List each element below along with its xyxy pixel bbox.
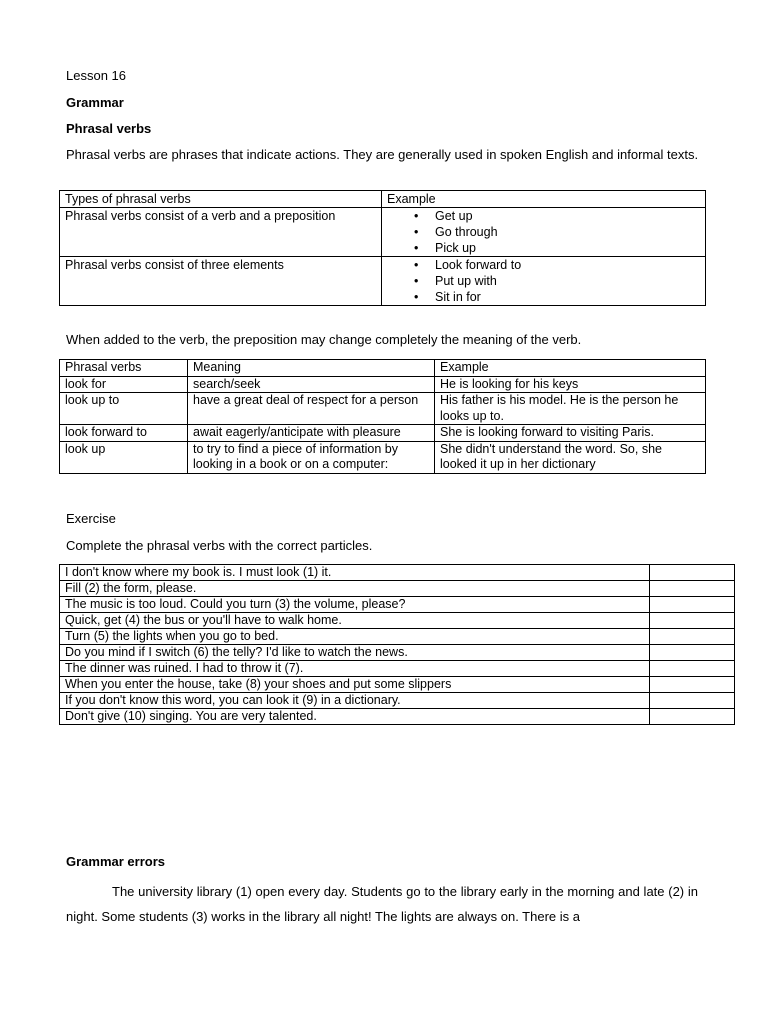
- phrasal-verb-cell: look for: [60, 376, 188, 393]
- lesson-number: Lesson 16: [66, 68, 126, 83]
- exercise-label: Exercise: [66, 511, 116, 526]
- answer-cell[interactable]: [650, 629, 735, 645]
- types-of-phrasal-verbs-table: [59, 190, 706, 306]
- exercise-sentence-cell: Do you mind if I switch (6) the telly? I'd like to watch the news.: [60, 645, 650, 661]
- type-cell: Phrasal verbs consist of three elements: [60, 257, 382, 306]
- example-cell: His father is his model. He is the person he looks up to.: [435, 393, 706, 425]
- table-header-cell: Meaning: [188, 360, 435, 377]
- grammar-errors-paragraph: The university library (1) open every day. Students go to the library early in the morning and late (2) in night. Some students (3) works in the library all night! The lights are always on. There is a: [66, 884, 698, 924]
- example-cell: He is looking for his keys: [435, 376, 706, 393]
- answer-cell[interactable]: [650, 581, 735, 597]
- meaning-cell: have a great deal of respect for a person: [188, 393, 435, 425]
- list-item: • Pick up: [387, 240, 701, 256]
- table-row: [60, 613, 735, 629]
- phrasal-verb-meaning-table: [59, 359, 706, 474]
- exercise-table: [59, 564, 735, 725]
- table-row: [60, 597, 735, 613]
- phrasal-verb-cell: look up: [60, 441, 188, 473]
- table-row: [60, 709, 735, 725]
- table-row: [60, 693, 735, 709]
- answer-cell[interactable]: [650, 661, 735, 677]
- table-row: [60, 257, 706, 306]
- answer-cell[interactable]: [650, 693, 735, 709]
- section-heading-phrasal-verbs: Phrasal verbs: [66, 121, 152, 136]
- answer-cell[interactable]: [650, 597, 735, 613]
- answer-cell[interactable]: [650, 645, 735, 661]
- preposition-meaning-sentence: When added to the verb, the preposition may change completely the meaning of the verb.: [66, 332, 582, 347]
- exercise-sentence-cell: Quick, get (4) the bus or you'll have to walk home.: [60, 613, 650, 629]
- table-header-cell: Example: [382, 191, 706, 208]
- table-header-row: [60, 360, 706, 377]
- table-row: [60, 645, 735, 661]
- table-row: [60, 629, 735, 645]
- table-row: [60, 565, 735, 581]
- exercise-sentence-cell: Fill (2) the form, please.: [60, 581, 650, 597]
- exercise-sentence-cell: Turn (5) the lights when you go to bed.: [60, 629, 650, 645]
- answer-cell[interactable]: [650, 565, 735, 581]
- list-item: • Get up: [387, 208, 701, 224]
- examples-cell: [382, 208, 706, 257]
- section-heading-grammar: Grammar: [66, 95, 124, 110]
- meaning-cell: await eagerly/anticipate with pleasure: [188, 425, 435, 442]
- list-item: • Go through: [387, 224, 701, 240]
- table-header-cell: Phrasal verbs: [60, 360, 188, 377]
- example-list: [387, 208, 701, 256]
- intro-paragraph: Phrasal verbs are phrases that indicate actions. They are generally used in spoken English and informal texts.: [66, 147, 699, 162]
- meaning-cell: to try to find a piece of information by looking in a book or on a computer:: [188, 441, 435, 473]
- meaning-cell: search/seek: [188, 376, 435, 393]
- type-cell: Phrasal verbs consist of a verb and a preposition: [60, 208, 382, 257]
- example-cell: She didn't understand the word. So, she looked it up in her dictionary: [435, 441, 706, 473]
- list-item: • Sit in for: [387, 289, 701, 305]
- example-cell: She is looking forward to visiting Paris.: [435, 425, 706, 442]
- table-row: [60, 677, 735, 693]
- list-item: • Put up with: [387, 273, 701, 289]
- examples-cell: [382, 257, 706, 306]
- table-header-cell: Types of phrasal verbs: [60, 191, 382, 208]
- table-row: [60, 393, 706, 425]
- table-row: [60, 661, 735, 677]
- table-row: [60, 441, 706, 473]
- table-row: [60, 425, 706, 442]
- phrasal-verb-cell: look up to: [60, 393, 188, 425]
- table-header-row: [60, 191, 706, 208]
- table-header-cell: Example: [435, 360, 706, 377]
- table-row: [60, 581, 735, 597]
- table-row: [60, 208, 706, 257]
- answer-cell[interactable]: [650, 613, 735, 629]
- list-item: • Look forward to: [387, 257, 701, 273]
- table-row: [60, 376, 706, 393]
- exercise-sentence-cell: The dinner was ruined. I had to throw it (7).: [60, 661, 650, 677]
- answer-cell[interactable]: [650, 709, 735, 725]
- exercise-instruction: Complete the phrasal verbs with the correct particles.: [66, 538, 373, 553]
- exercise-sentence-cell: I don't know where my book is. I must look (1) it.: [60, 565, 650, 581]
- answer-cell[interactable]: [650, 677, 735, 693]
- example-list: [387, 257, 701, 305]
- phrasal-verb-cell: look forward to: [60, 425, 188, 442]
- exercise-sentence-cell: If you don't know this word, you can look it (9) in a dictionary.: [60, 693, 650, 709]
- exercise-sentence-cell: When you enter the house, take (8) your shoes and put some slippers: [60, 677, 650, 693]
- exercise-sentence-cell: The music is too loud. Could you turn (3) the volume, please?: [60, 597, 650, 613]
- exercise-sentence-cell: Don't give (10) singing. You are very talented.: [60, 709, 650, 725]
- section-heading-grammar-errors: Grammar errors: [66, 854, 165, 869]
